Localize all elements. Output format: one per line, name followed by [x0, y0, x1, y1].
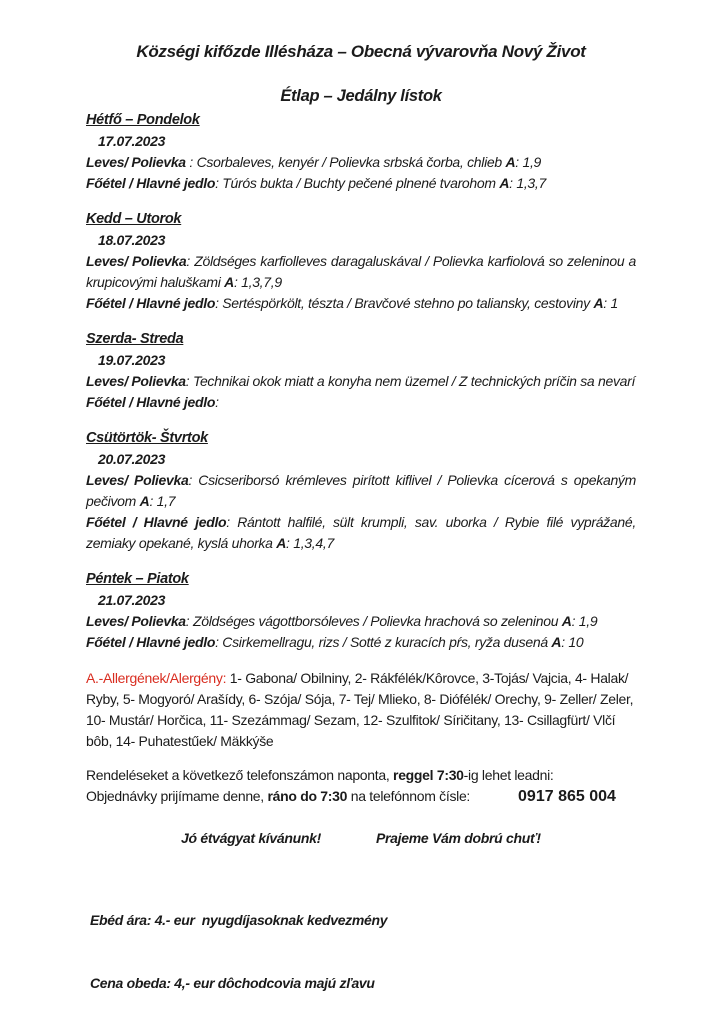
day-section-wednesday	[86, 329, 636, 413]
main-text: Sertéspörkölt, tészta / Bravčové stehno po taliansky, cestoviny	[222, 295, 594, 311]
main-label: Főétel / Hlavné jedlo	[86, 634, 216, 650]
main-colon: :	[215, 394, 219, 410]
allergen-code: A	[551, 634, 562, 650]
soup-label: Leves/ Polievka	[86, 253, 187, 269]
document-title: Községi kifőzde Illésháza – Obecná vývarovňa Nový Život	[136, 42, 586, 61]
allergen-values: : 1,9	[515, 154, 542, 170]
allergen-values: : 1,3,7,9	[233, 274, 282, 290]
closing-wish-sk: Prajeme Vám dobrú chuť!	[375, 830, 541, 846]
main-text: Rántott halfilé, sült krumpli, sav. uborka / Rybie filé vyprážané, zemiaky opekané, kyslá uhorka	[86, 514, 636, 551]
ordering-text: -ig lehet leadni:	[463, 767, 554, 783]
day-date: 19.07.2023	[98, 352, 166, 368]
soup-colon: :	[186, 253, 195, 269]
soup-line	[86, 152, 636, 173]
ordering-line-sk	[86, 786, 636, 807]
closing-wish	[86, 828, 636, 849]
price-info	[86, 868, 636, 1036]
soup-colon: :	[185, 154, 197, 170]
day-heading: Hétfő – Pondelok	[86, 112, 200, 128]
main-line	[86, 173, 636, 194]
phone-number: 0917 865 004	[518, 788, 616, 805]
main-label: Főétel / Hlavné jedlo	[86, 394, 216, 410]
main-label: Főétel / Hlavné jedlo	[86, 514, 227, 530]
allergen-legend-label: A.-Allergének/Alergény:	[86, 670, 227, 686]
soup-label: Leves/ Polievka	[86, 472, 189, 488]
soup-colon: :	[185, 373, 193, 389]
ordering-text: Rendeléseket a következő telefonszámon naponta,	[86, 767, 394, 783]
price-line-hu: Ebéd ára: 4.- eur nyugdíjasoknak kedvezmény	[90, 912, 388, 928]
allergen-code: A	[505, 154, 516, 170]
allergen-legend-text: 1- Gabona/ Obilniny, 2- Rákfélék/Kôrovce, 3-Tojás/ Vajcia, 4- Halak/ Ryby, 5- Mogyoró/ Arašídy, 6- Szója/ Sója, 7- Tej/ Mlieko, 8- Diófélék/ Orechy, 9- Zeller/ Zeler, 10- Mustár/ Horčica, 11- Szezámmag/ Sezam, 12- Szulfitok/ Síričitany, 13- Csillagfürt/ Vlčí bôb, 14- Puhatestűek/ Mäkkýše	[86, 670, 634, 749]
soup-line	[86, 611, 636, 632]
day-section-friday	[86, 569, 636, 653]
main-label: Főétel / Hlavné jedlo	[86, 175, 216, 191]
ordering-line-hu	[86, 765, 636, 786]
allergen-code: A	[593, 295, 604, 311]
day-date: 18.07.2023	[98, 232, 166, 248]
main-colon: :	[215, 634, 223, 650]
allergen-values: : 10	[561, 634, 584, 650]
day-date: 20.07.2023	[98, 451, 166, 467]
soup-colon: :	[188, 472, 199, 488]
allergen-values: : 1	[603, 295, 618, 311]
soup-label: Leves/ Polievka	[86, 373, 186, 389]
soup-line	[86, 251, 636, 293]
soup-line	[86, 470, 636, 512]
soup-text: Technikai okok miatt a konyha nem üzemel / Z technických príčin sa nevarí	[192, 373, 636, 389]
day-section-tuesday	[86, 209, 636, 314]
soup-line	[86, 371, 636, 392]
closing-wish-hu: Jó étvágyat kívánunk!	[181, 830, 321, 846]
main-colon: :	[215, 175, 223, 191]
main-text: Túrós bukta / Buchty pečené plnené tvarohom	[222, 175, 500, 191]
main-line	[86, 632, 636, 653]
ordering-deadline: reggel 7:30	[393, 767, 464, 783]
main-text: Csirkemellragu, rizs / Sotté z kuracích pŕs, ryža dusená	[222, 634, 552, 650]
day-date: 21.07.2023	[98, 592, 166, 608]
allergen-code: A	[561, 613, 572, 629]
main-line	[86, 392, 636, 413]
document-subtitle: Étlap – Jedálny lístok	[280, 87, 442, 105]
soup-text: Csicseriborsó krémleves pirított kiflivel / Polievka cícerová s opekaným pečivom	[86, 472, 636, 509]
day-date: 17.07.2023	[98, 133, 166, 149]
main-line	[86, 512, 636, 554]
day-heading: Péntek – Piatok	[86, 571, 189, 587]
main-line	[86, 293, 636, 314]
ordering-text: Objednávky prijímame denne,	[86, 788, 268, 804]
allergen-code: A	[224, 274, 234, 290]
soup-text: Zöldséges vágottborsóleves / Polievka hrachová so zeleninou	[192, 613, 562, 629]
soup-colon: :	[185, 613, 193, 629]
soup-label: Leves/ Polievka	[86, 154, 186, 170]
day-heading: Kedd – Utorok	[86, 211, 182, 227]
allergen-values: : 1,3,4,7	[286, 535, 334, 551]
ordering-info	[86, 765, 636, 807]
day-section-monday	[86, 110, 636, 194]
soup-text: Csorbaleves, kenyér / Polievka srbská čorba, chlieb	[196, 154, 506, 170]
day-heading: Szerda- Streda	[86, 331, 184, 347]
soup-label: Leves/ Polievka	[86, 613, 186, 629]
allergen-code: A	[276, 535, 287, 551]
allergen-values: : 1,7	[149, 493, 176, 509]
allergen-paragraph	[86, 668, 636, 752]
price-line-sk: Cena obeda: 4,- eur dôchodcovia majú zľavu	[90, 975, 375, 991]
main-colon: :	[226, 514, 238, 530]
allergen-values: : 1,9	[571, 613, 598, 629]
allergen-values: : 1,3,7	[509, 175, 546, 191]
soup-text: Zöldséges karfiolleves daragaluskával / Polievka karfiolová so zeleninou a krupicovými haluškami	[86, 253, 636, 290]
ordering-deadline: ráno do 7:30	[267, 788, 348, 804]
main-colon: :	[215, 295, 223, 311]
day-section-thursday	[86, 428, 636, 554]
ordering-text: na telefónnom čísle:	[347, 788, 471, 804]
day-heading: Csütörtök- Štvrtok	[86, 430, 208, 446]
allergen-code: A	[139, 493, 150, 509]
main-label: Főétel / Hlavné jedlo	[86, 295, 216, 311]
allergen-legend	[86, 668, 636, 752]
allergen-code: A	[499, 175, 510, 191]
